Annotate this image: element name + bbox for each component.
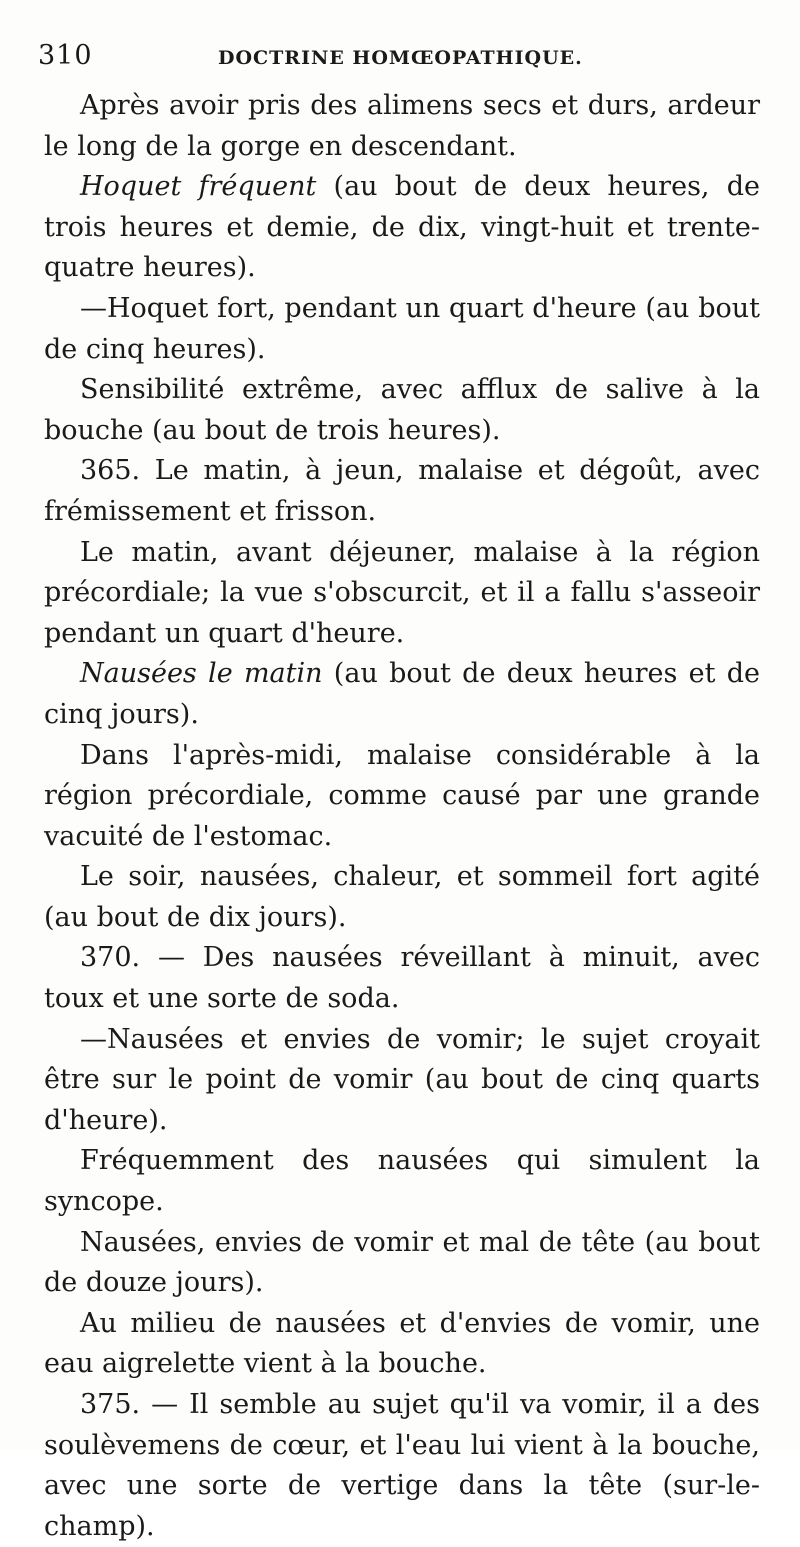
page-header — [38, 40, 760, 80]
page-number: 310 — [38, 40, 93, 71]
paragraph: Sensibilité extrême, avec afflux de salive à la bouche (au bout de trois heures). — [44, 374, 760, 446]
paragraph: Le soir, nausées, chaleur, et sommeil fort agité (au bout de dix jours). — [44, 861, 760, 933]
paragraph: Nausées, envies de vomir et mal de tête (au bout de douze jours). — [44, 1226, 760, 1299]
paragraph: Hoquet fréquent (au bout de deux heures, de trois heures et demie, de dix, vingt-huit et trente-quatre heures). — [44, 171, 761, 284]
paragraph: Dans l'après-midi, malaise considérable à la région précordiale, comme causé par une grande vacuité de l'estomac. — [44, 739, 760, 852]
paragraph: Fréquemment des nausées qui simulent la syncope. — [44, 1145, 760, 1218]
paragraph: Le matin, avant déjeuner, malaise à la région précordiale; la vue s'obscurcit, et il a fallu s'asseoir pendant un quart d'heure. — [44, 536, 760, 649]
paragraph: 365. Le matin, à jeun, malaise et dégoût, avec frémissement et frisson. — [44, 455, 760, 527]
italic-heading: Hoquet fréquent — [80, 171, 317, 203]
paragraph: 375. — Il semble au sujet qu'il va vomir, il a des soulèvemens de cœur, et l'eau lui vient à la bouche, avec une sorte de vertige dans la tête (sur-le-champ). — [44, 1389, 760, 1542]
paragraph: 370. — Des nausées réveillant à minuit, avec toux et une sorte de soda. — [44, 942, 760, 1015]
paragraph: —Nausées et envies de vomir; le sujet croyait être sur le point de vomir (au bout de cinq quarts d'heure). — [44, 1023, 760, 1136]
paragraph: Après avoir pris des alimens secs et durs, ardeur le long de la gorge en descendant. — [44, 90, 760, 162]
paragraph: Nausées le matin (au bout de deux heures et de cinq jours). — [44, 658, 760, 730]
italic-heading: Nausées le matin — [80, 658, 323, 690]
running-head: DOCTRINE HOMŒOPATHIQUE. — [218, 47, 583, 69]
paragraph: Au milieu de nausées et d'envies de vomir, une eau aigrelette vient à la bouche. — [44, 1307, 760, 1380]
paragraph: —Hoquet fort, pendant un quart d'heure (au bout de cinq heures). — [44, 292, 760, 365]
body-text — [44, 86, 760, 1547]
